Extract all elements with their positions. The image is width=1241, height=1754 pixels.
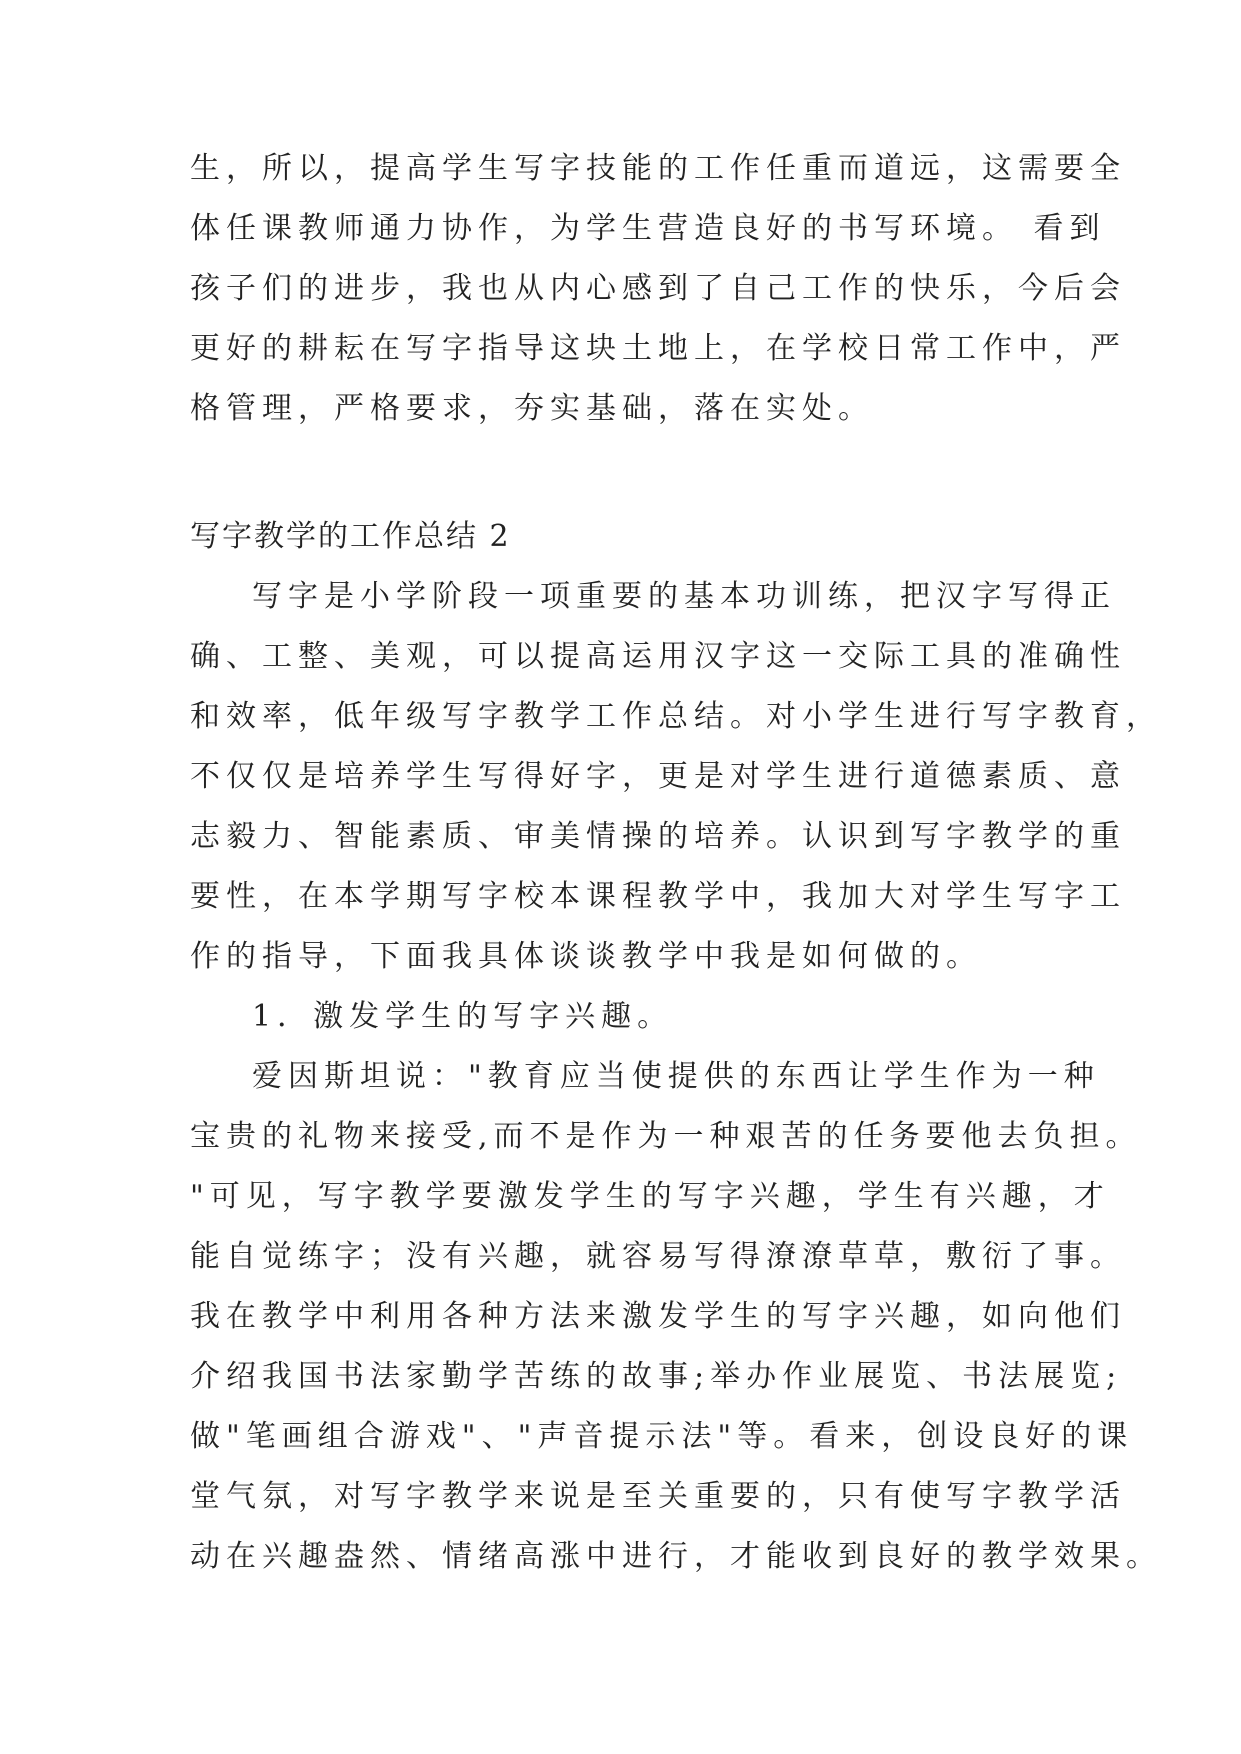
paragraph-line: 做"笔画组合游戏"、"声音提示法"等。看来，创设良好的课 xyxy=(190,1419,1134,1454)
top-paragraph xyxy=(190,139,1126,439)
paragraph-line: 爱因斯坦说："教育应当使提供的东西让学生作为一种 xyxy=(252,1059,1100,1094)
paragraph-line: 堂气氛，对写字教学来说是至关重要的，只有使写字教学活 xyxy=(190,1479,1126,1514)
paragraph-line: 写字是小学阶段一项重要的基本功训练，把汉字写得正 xyxy=(252,579,1116,614)
section-title-text: 写字教学的工作总结 2 xyxy=(190,519,511,554)
paragraph-line: 要性，在本学期写字校本课程教学中，我加大对学生写字工 xyxy=(190,879,1126,914)
paragraph-line: 格管理，严格要求，夯实基础，落在实处。 xyxy=(190,391,874,426)
paragraph-line: 体任课教师通力协作，为学生营造良好的书写环境。 看到 xyxy=(190,211,1106,246)
paragraph-line: 确、工整、美观，可以提高运用汉字这一交际工具的准确性 xyxy=(190,639,1126,674)
paragraph-line: 动在兴趣盎然、情绪高涨中进行，才能收到良好的教学效果。 xyxy=(190,1539,1162,1574)
item-heading-text: 1．激发学生的写字兴趣。 xyxy=(252,999,674,1034)
paragraph-line: 能自觉练字；没有兴趣，就容易写得潦潦草草，敷衍了事。 xyxy=(190,1239,1126,1274)
section-title xyxy=(190,507,1050,567)
section-paragraph xyxy=(190,567,1162,987)
quote-paragraph xyxy=(190,1047,1162,1587)
paragraph-line: 志毅力、智能素质、审美情操的培养。认识到写字教学的重 xyxy=(190,819,1126,854)
paragraph-line: 不仅仅是培养学生写得好字，更是对学生进行道德素质、意 xyxy=(190,759,1126,794)
paragraph-line: 更好的耕耘在写字指导这块土地上，在学校日常工作中，严 xyxy=(190,331,1126,366)
paragraph-line: 和效率，低年级写字教学工作总结。对小学生进行写字教育， xyxy=(190,699,1162,734)
paragraph-line: 孩子们的进步，我也从内心感到了自己工作的快乐，今后会 xyxy=(190,271,1126,306)
paragraph-line: 介绍我国书法家勤学苦练的故事;举办作业展览、书法展览; xyxy=(190,1359,1123,1394)
paragraph-line: 作的指导，下面我具体谈谈教学中我是如何做的。 xyxy=(190,939,982,974)
paragraph-line: "可见，写字教学要激发学生的写字兴趣，学生有兴趣，才 xyxy=(190,1179,1110,1214)
paragraph-line: 我在教学中利用各种方法来激发学生的写字兴趣，如向他们 xyxy=(190,1299,1126,1334)
paragraph-line: 宝贵的礼物来接受,而不是作为一种艰苦的任务要他去负担。 xyxy=(190,1119,1142,1154)
item-heading xyxy=(190,987,1050,1047)
paragraph-line: 生，所以，提高学生写字技能的工作任重而道远，这需要全 xyxy=(190,151,1126,186)
